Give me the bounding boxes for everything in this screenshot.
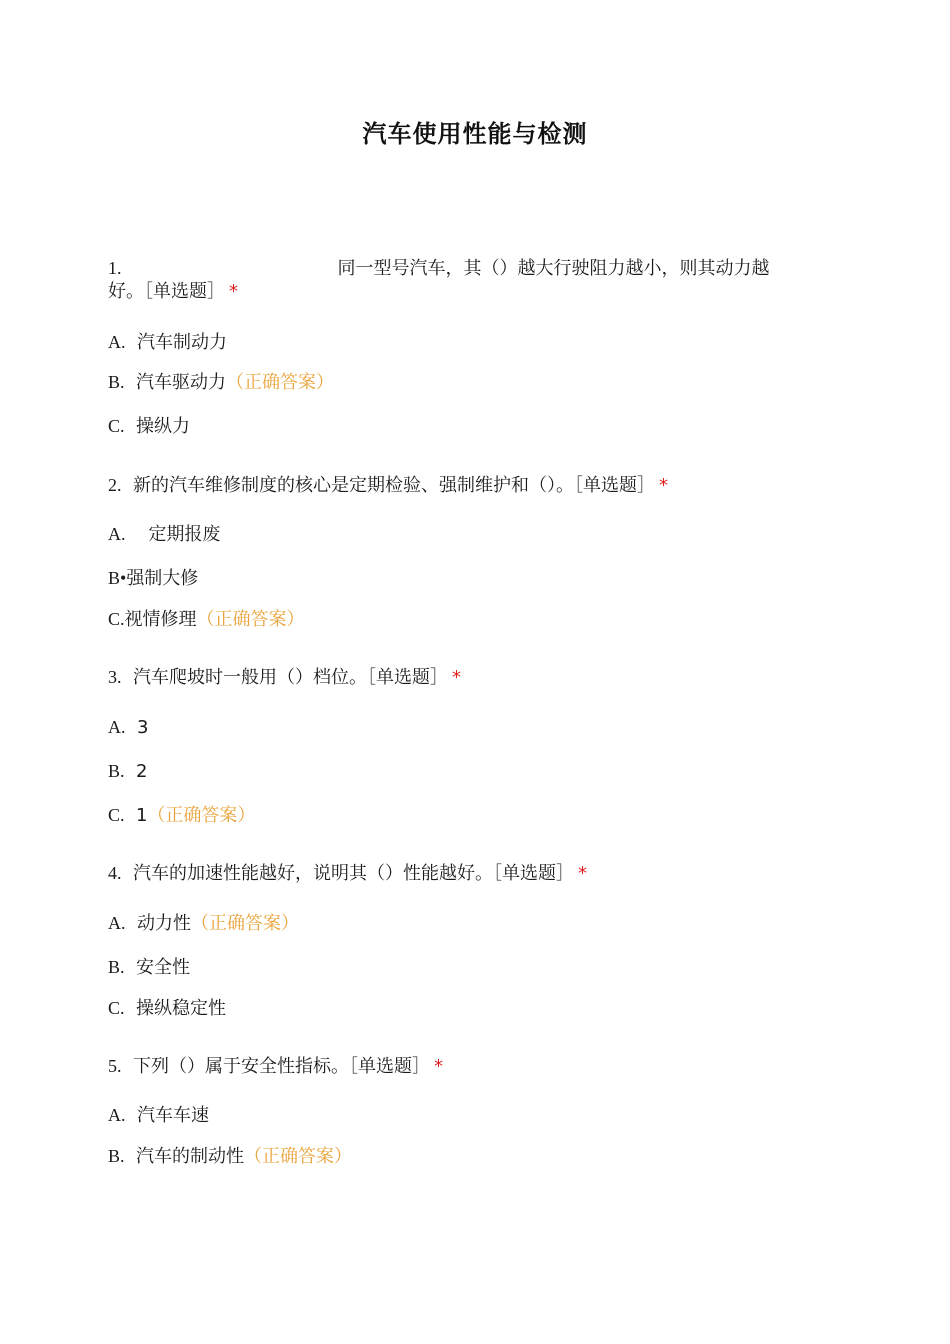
question-4 bbox=[108, 861, 587, 886]
correct-answer-mark: （正确答案） bbox=[225, 372, 334, 393]
question-type-tag: ［单选题］ bbox=[492, 863, 574, 884]
question-number: 1. bbox=[108, 258, 122, 278]
option-text: 强制大修 bbox=[126, 568, 199, 589]
option[interactable] bbox=[108, 803, 255, 828]
option[interactable] bbox=[108, 522, 220, 547]
option-text: 视情修理 bbox=[124, 609, 197, 630]
option[interactable] bbox=[108, 996, 226, 1021]
correct-answer-mark: （正确答案） bbox=[190, 913, 299, 934]
required-star: * bbox=[577, 863, 587, 884]
option-label: B. bbox=[108, 1146, 125, 1166]
option-text: 1 bbox=[135, 805, 148, 826]
option-text: 操纵力 bbox=[135, 416, 190, 437]
option-label: A. bbox=[108, 1105, 126, 1125]
option-text: 汽车的制动性 bbox=[135, 1146, 244, 1167]
question-text: 同一型号汽车，其（）越大行驶阻力越小，则其动力越 bbox=[337, 258, 770, 279]
question-number: 2. bbox=[108, 475, 122, 495]
question-1 bbox=[108, 256, 770, 281]
question-number: 5. bbox=[108, 1056, 122, 1076]
option[interactable] bbox=[108, 566, 198, 591]
option-label: A. bbox=[108, 913, 126, 933]
option-label: C. bbox=[108, 805, 125, 825]
question-type-tag: ［单选题］ bbox=[573, 475, 655, 496]
option[interactable] bbox=[108, 955, 190, 980]
question-text: 汽车的加速性能越好，说明其（）性能越好。 bbox=[132, 863, 493, 884]
question-3 bbox=[108, 665, 461, 690]
correct-answer-mark: （正确答案） bbox=[147, 805, 256, 826]
required-star: * bbox=[433, 1056, 443, 1077]
option-label: A. bbox=[108, 524, 126, 544]
option[interactable] bbox=[108, 370, 334, 395]
question-type-tag: ［单选题］ bbox=[144, 281, 225, 302]
option-label: C. bbox=[108, 416, 125, 436]
option-text: 汽车制动力 bbox=[136, 332, 227, 353]
option-label: A. bbox=[108, 332, 126, 352]
option-text: 汽车车速 bbox=[136, 1105, 209, 1126]
option[interactable] bbox=[108, 330, 227, 355]
option-text: 3 bbox=[136, 717, 149, 738]
option[interactable] bbox=[108, 911, 299, 936]
option-text: 汽车驱动力 bbox=[135, 372, 226, 393]
question-text: 下列（）属于安全性指标。 bbox=[132, 1056, 349, 1077]
question-text: 汽车爬坡时一般用（）档位。 bbox=[132, 667, 367, 688]
page-title: 汽车使用性能与检测 bbox=[362, 120, 588, 148]
option-text: 动力性 bbox=[136, 913, 191, 934]
question-5 bbox=[108, 1054, 443, 1079]
question-number: 4. bbox=[108, 863, 122, 883]
option-label: C. bbox=[108, 609, 125, 629]
option[interactable] bbox=[108, 1144, 352, 1169]
option-label: B. bbox=[108, 761, 125, 781]
question-2 bbox=[108, 473, 668, 498]
option-label: C. bbox=[108, 998, 125, 1018]
question-text: 好。 bbox=[108, 281, 144, 302]
required-star: * bbox=[658, 475, 668, 496]
option[interactable] bbox=[108, 715, 148, 740]
question-text: 新的汽车维修制度的核心是定期检验、强制维护和（）。 bbox=[132, 475, 574, 496]
option[interactable] bbox=[108, 1103, 209, 1128]
option-label: A. bbox=[108, 717, 126, 737]
option-label: B• bbox=[108, 568, 127, 588]
question-1-line2 bbox=[108, 280, 238, 304]
option[interactable] bbox=[108, 414, 190, 439]
option-label: B. bbox=[108, 372, 125, 392]
correct-answer-mark: （正确答案） bbox=[243, 1146, 352, 1167]
option[interactable] bbox=[108, 607, 305, 632]
option[interactable] bbox=[108, 759, 147, 784]
option-text: 安全性 bbox=[135, 957, 190, 978]
option-text: 操纵稳定性 bbox=[135, 998, 226, 1019]
question-number: 3. bbox=[108, 667, 122, 687]
correct-answer-mark: （正确答案） bbox=[196, 609, 305, 630]
question-type-tag: ［单选题］ bbox=[348, 1056, 430, 1077]
required-star: * bbox=[229, 281, 238, 302]
option-text: 2 bbox=[135, 761, 148, 782]
option-text: 定期报废 bbox=[148, 524, 221, 545]
option-label: B. bbox=[108, 957, 125, 977]
required-star: * bbox=[451, 667, 461, 688]
question-type-tag: ［单选题］ bbox=[366, 667, 448, 688]
